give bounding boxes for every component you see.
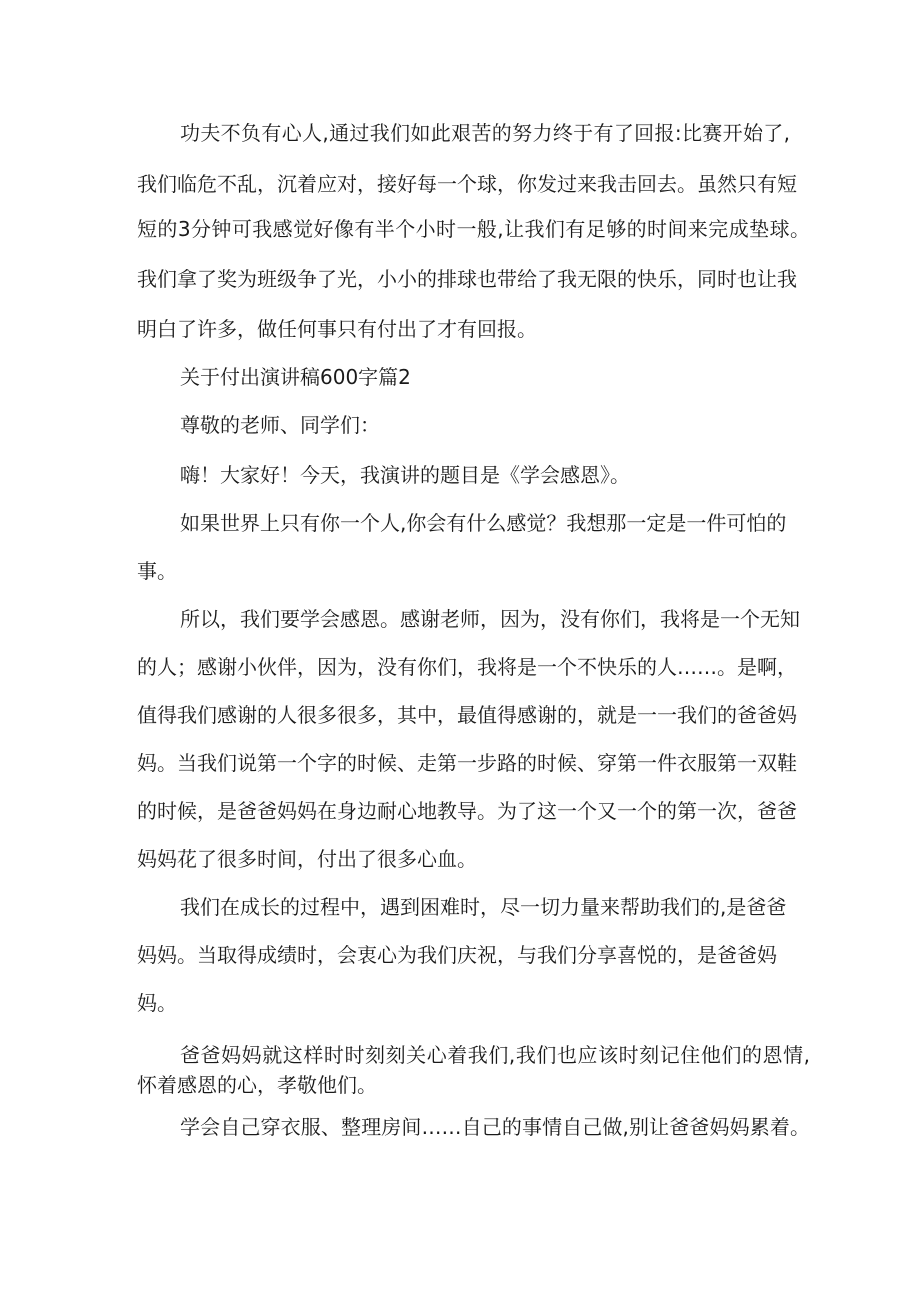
- paragraph-3-line-1: 所以，我们要学会感恩。感谢老师，因为，没有你们，我将是一个无知: [180, 607, 800, 631]
- paragraph-1-line-1: 功夫不负有心人,通过我们如此艰苦的努力终于有了回报:比赛开始了,: [180, 121, 790, 145]
- paragraph-5-line-2: 怀着感恩的心，孝敬他们。: [137, 1073, 377, 1097]
- paragraph-1-line-4: 我们拿了奖为班级争了光，小小的排球也带给了我无限的快乐，同时也让我: [137, 267, 797, 291]
- paragraph-3-line-6: 妈妈花了很多时间，付出了很多心血。: [137, 847, 477, 871]
- paragraph-4-line-1: 我们在成长的过程中，遇到困难时，尽一切力量来帮助我们的,是爸爸: [180, 895, 787, 919]
- paragraph-3-line-4: 妈。当我们说第一个字的时候、走第一步路的时候、穿第一件衣服第一双鞋: [137, 751, 797, 775]
- paragraph-1-line-2: 我们临危不乱，沉着应对，接好每一个球，你发过来我击回去。虽然只有短: [137, 172, 797, 196]
- paragraph-3-line-5: 的时候，是爸爸妈妈在身边耐心地教导。为了这一个又一个的第一次，爸爸: [137, 799, 797, 823]
- paragraph-2-line-2: 事。: [137, 559, 177, 583]
- paragraph-6-line-1: 学会自己穿衣服、整理房间……自己的事情自己做,别让爸爸妈妈累着。: [180, 1115, 810, 1139]
- section-heading: 关于付出演讲稿600字篇2: [180, 365, 411, 389]
- paragraph-5-line-1: 爸爸妈妈就这样时时刻刻关心着我们,我们也应该时刻记住他们的恩情,: [180, 1043, 810, 1067]
- paragraph-3-line-2: 的人；感谢小伙伴，因为，没有你们，我将是一个不快乐的人……。是啊，: [137, 655, 797, 679]
- greeting-line: 嗨！大家好！今天，我演讲的题目是《学会感恩》。: [180, 463, 630, 487]
- paragraph-2-line-1: 如果世界上只有你一个人,你会有什么感觉？我想那一定是一件可怕的: [180, 511, 787, 535]
- paragraph-4-line-3: 妈。: [137, 991, 177, 1015]
- salutation: 尊敬的老师、同学们：: [180, 413, 380, 437]
- paragraph-1-line-3: 短的3分钟可我感觉好像有半个小时一般,让我们有足够的时间来完成垫球。: [137, 217, 810, 241]
- paragraph-3-line-3: 值得我们感谢的人很多很多，其中，最值得感谢的，就是一一我们的爸爸妈: [137, 703, 797, 727]
- paragraph-4-line-2: 妈妈。当取得成绩时，会衷心为我们庆祝，与我们分享喜悦的，是爸爸妈: [137, 943, 777, 967]
- paragraph-1-line-5: 明白了许多，做任何事只有付出了才有回报。: [137, 317, 537, 341]
